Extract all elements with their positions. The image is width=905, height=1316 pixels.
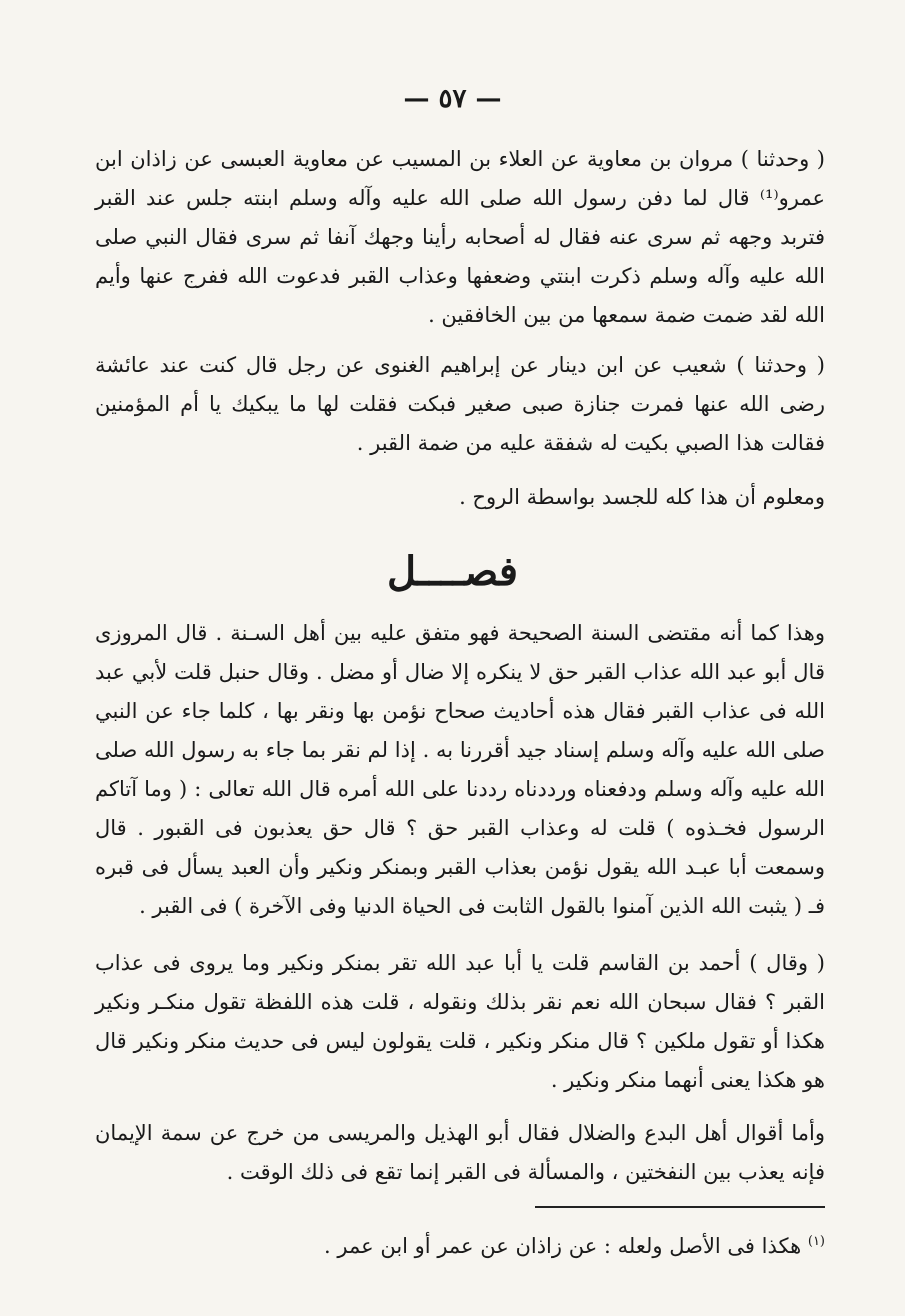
paragraph: ( وحدثنا ) مروان بن معاوية عن العلاء بن المسيب عن معاوية العبسى عن زاذان ابن عمرو⁽¹⁾ قال لما دفن رسول الله صلى الله عليه وآله وسلم ابنته جلس عند القبر فتربد وجهه ثم سرى عنه فقال له أصحابه رأينا وجهك آنفا ثم سرى فقال النبي صلى الله عليه وآله وسلم ذكرت ابنتي وضعفها وعذاب القبر فدعوت الله ففرج عنها وأيم الله لقد ضمت ضمة سمعها من بين الخافقين . bbox=[95, 147, 825, 327]
paragraph: وهذا كما أنه مقتضى السنة الصحيحة فهو متفق عليه بين أهل السـنة . قال المروزى قال أبو عبد الله عذاب القبر حق لا ينكره إلا ضال أو مضل . وقال حنبل قلت لأبي عبد الله فى عذاب القبر فقال هذه أحاديث صحاح نؤمن بها ونقر بها ، كلما جاء عن النبي صلى الله عليه وآله وسلم إسناد جيد أقررنا به . إذا لم نقر بما جاء به رسول الله صلى الله عليه وآله وسلم ودفعناه ورددناه رددنا على الله أمره قال الله تعالى : ( وما آتاكم الرسول فخـذوه ) قلت له وعذاب القبر حق ؟ قال حق يعذبون فى القبور . قال وسمعت أبا عبـد الله يقول نؤمن بعذاب القبر وبمنكر ونكير وأن العبد يسأل فى قبره فـ ( يثبت الله الذين آمنوا بالقول الثابت فى الحياة الدنيا وفى الآخرة ) فى القبر . bbox=[95, 621, 825, 918]
footnote-divider bbox=[535, 1206, 825, 1208]
section-paragraph-3 bbox=[95, 1114, 825, 1192]
page-number: — ٥٧ — bbox=[403, 84, 502, 114]
footnote-mark: (١) bbox=[807, 1234, 825, 1249]
footnote bbox=[95, 1224, 825, 1264]
paragraph: وأما أقوال أهل البدع والضلال فقال أبو الهذيل والمريسى من خرج عن سمة الإيمان فإنه يعذب بين النفختين ، والمسألة فى القبر إنما تقع فى ذلك الوقت . bbox=[95, 1121, 825, 1184]
narration-block-1 bbox=[95, 140, 825, 335]
paragraph: ( وحدثنا ) شعيب عن ابن دينار عن إبراهيم الغنوى عن رجل قال كنت عند عائشة رضى الله عنها فمرت جنازة صبى صغير فبكت فقلت لها ما يبكيك يا أم المؤمنين فقالت هذا الصبي بكيت له شفقة عليه من ضمة القبر . bbox=[95, 353, 825, 455]
narration-block-3 bbox=[95, 478, 825, 517]
section-paragraph-1 bbox=[95, 614, 825, 926]
narration-block-2 bbox=[95, 346, 825, 463]
section-paragraph-2 bbox=[95, 944, 825, 1100]
footnote-text: هكذا فى الأصل ولعله : عن زاذان عن عمر أو ابن عمر . bbox=[324, 1234, 802, 1258]
paragraph: ومعلوم أن هذا كله للجسد بواسطة الروح . bbox=[459, 485, 825, 509]
paragraph: ( وقال ) أحمد بن القاسم قلت يا أبا عبد الله تقر بمنكر ونكير وما يروى فى عذاب القبر ؟ فقال سبحان الله نعم نقر بذلك ونقوله ، قلت هذه اللفظة تقول منكـر ونكير هكذا أو تقول ملكين ؟ قال منكر ونكير ، قلت يقولون ليس فى حديث منكر ونكير قال هو هكذا يعنى أنهما منكر ونكير . bbox=[95, 951, 825, 1092]
section-heading: فصــــل bbox=[387, 548, 518, 595]
